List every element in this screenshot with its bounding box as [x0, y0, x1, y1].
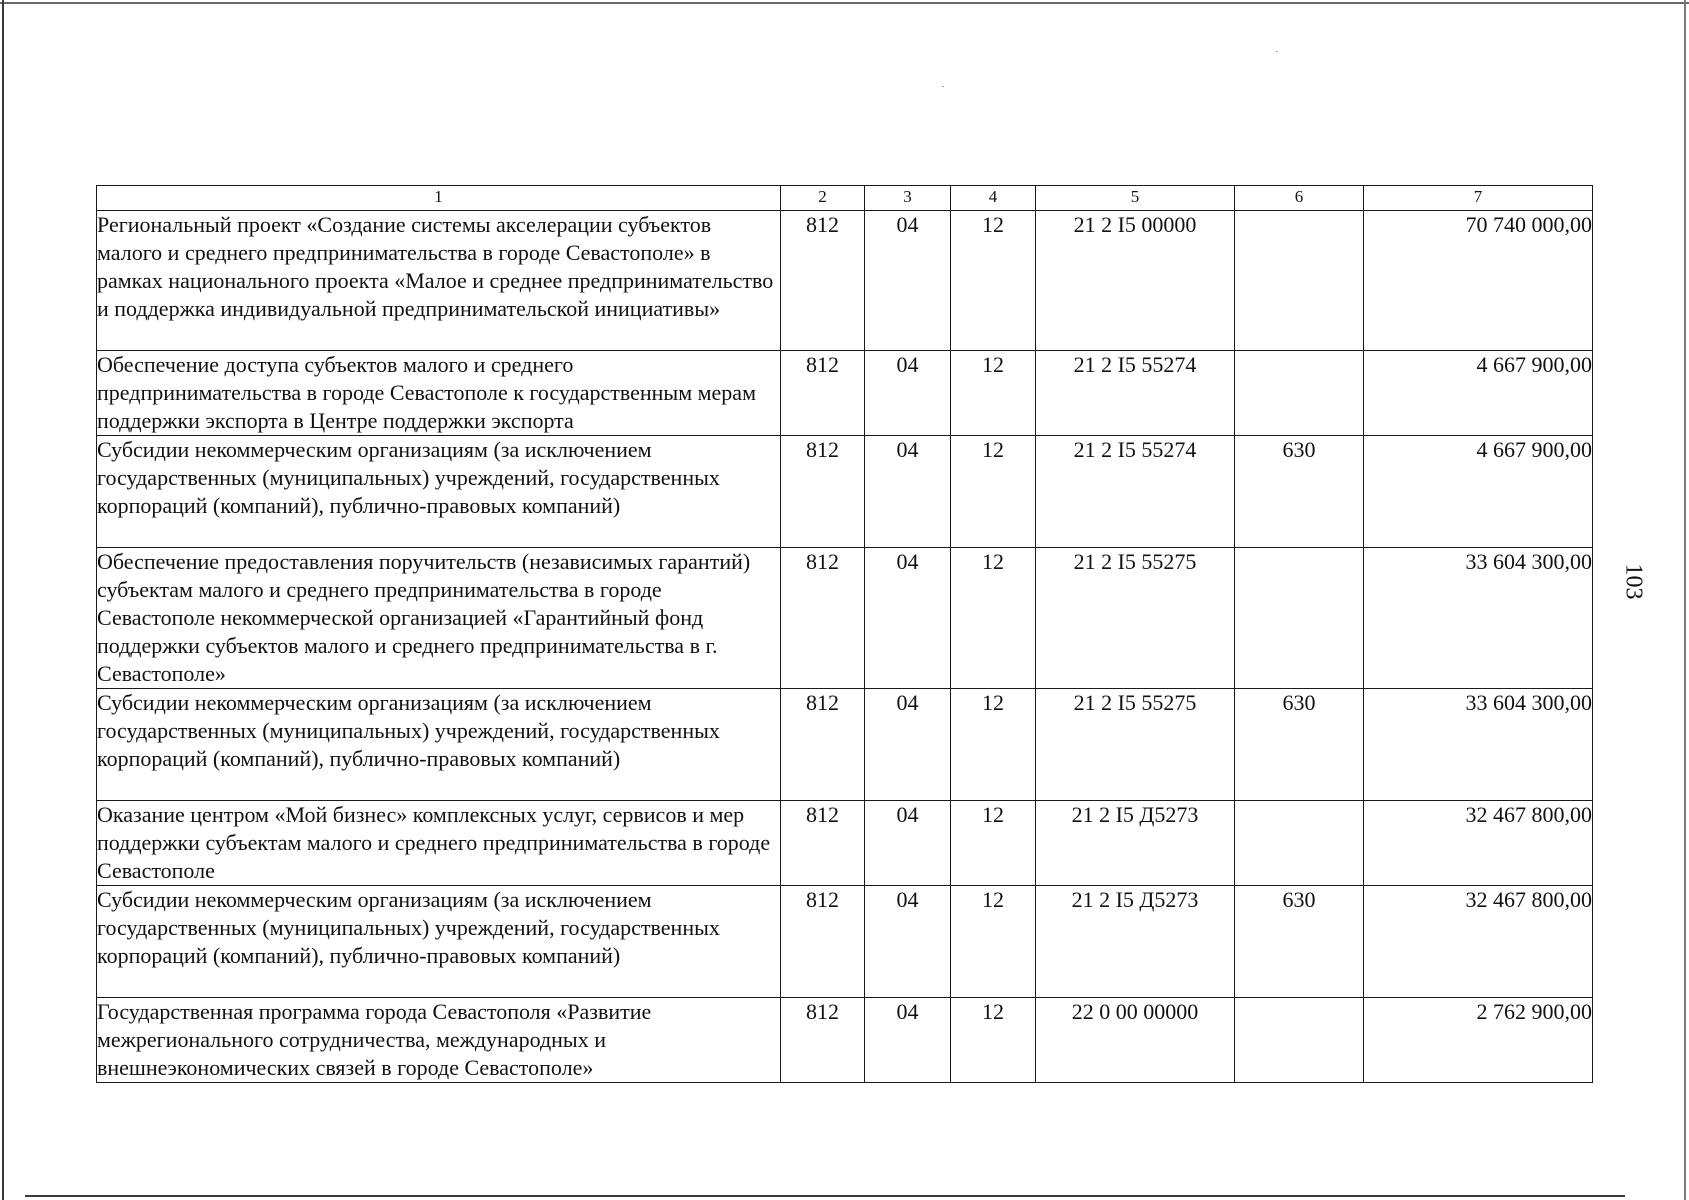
cell-ministry-code: 812	[781, 548, 865, 689]
cell-ministry-code: 812	[781, 998, 865, 1083]
cell-section: 04	[865, 998, 951, 1083]
cell-amount: 33 604 300,00	[1364, 548, 1593, 689]
cell-target-item: 21 2 I5 00000	[1036, 211, 1235, 351]
row-description: Обеспечение доступа субъектов малого и среднего предпринимательства в городе Севастополе к государственным мерам поддержки экспорта в Центре поддержки экспорта	[97, 351, 781, 436]
cell-amount: 4 667 900,00	[1364, 351, 1593, 436]
cell-subsection: 12	[951, 801, 1036, 886]
cell-subsection: 12	[951, 436, 1036, 548]
cell-amount: 33 604 300,00	[1364, 689, 1593, 801]
cell-section: 04	[865, 886, 951, 998]
scan-speck	[1276, 51, 1278, 52]
table-header-row	[97, 186, 1593, 211]
cell-subsection: 12	[951, 211, 1036, 351]
cell-amount: 32 467 800,00	[1364, 886, 1593, 998]
table-row	[97, 801, 1593, 886]
column-header: 6	[1235, 186, 1364, 211]
cell-expense-type	[1235, 211, 1364, 351]
cell-amount: 2 762 900,00	[1364, 998, 1593, 1083]
cell-target-item: 22 0 00 00000	[1036, 998, 1235, 1083]
column-header: 3	[865, 186, 951, 211]
cell-ministry-code: 812	[781, 689, 865, 801]
cell-amount: 32 467 800,00	[1364, 801, 1593, 886]
cell-target-item: 21 2 I5 55274	[1036, 436, 1235, 548]
scan-border-right	[1684, 0, 1686, 1200]
row-description: Субсидии некоммерческим организациям (за исключением государственных (муниципальных) учреждений, государственных корпораций (компаний), публично-правовых компаний)	[97, 886, 781, 998]
cell-subsection: 12	[951, 548, 1036, 689]
table-row	[97, 548, 1593, 689]
cell-expense-type	[1235, 351, 1364, 436]
page-number: 103	[1620, 563, 1647, 600]
column-header: 4	[951, 186, 1036, 211]
row-description: Оказание центром «Мой бизнес» комплексных услуг, сервисов и мер поддержки субъектам малого и среднего предпринимательства в городе Севастополе	[97, 801, 781, 886]
cell-expense-type	[1235, 801, 1364, 886]
row-description: Региональный проект «Создание системы акселерации субъектов малого и среднего предпринимательства в городе Севастополе» в рамках национального проекта «Малое и среднее предпринимательство и поддержка индивидуальной предпринимательской инициативы»	[97, 211, 781, 351]
cell-ministry-code: 812	[781, 436, 865, 548]
cell-subsection: 12	[951, 689, 1036, 801]
cell-subsection: 12	[951, 998, 1036, 1083]
cell-target-item: 21 2 I5 Д5273	[1036, 801, 1235, 886]
cell-section: 04	[865, 436, 951, 548]
cell-section: 04	[865, 548, 951, 689]
cell-amount: 70 740 000,00	[1364, 211, 1593, 351]
cell-target-item: 21 2 I5 Д5273	[1036, 886, 1235, 998]
table-row	[97, 998, 1593, 1083]
cell-subsection: 12	[951, 351, 1036, 436]
cell-subsection: 12	[951, 886, 1036, 998]
cell-expense-type	[1235, 548, 1364, 689]
cell-ministry-code: 812	[781, 886, 865, 998]
cell-section: 04	[865, 689, 951, 801]
scan-border-bottom	[25, 1195, 1625, 1197]
cell-section: 04	[865, 801, 951, 886]
cell-expense-type: 630	[1235, 886, 1364, 998]
cell-amount: 4 667 900,00	[1364, 436, 1593, 548]
table-row	[97, 211, 1593, 351]
column-header: 5	[1036, 186, 1235, 211]
row-description: Обеспечение предоставления поручительств (независимых гарантий) субъектам малого и среднего предпринимательства в городе Севастополе некоммерческой организацией «Гарантийный фонд поддержки субъектов малого и среднего предпринимательства в г. Севастополе»	[97, 548, 781, 689]
table-row	[97, 689, 1593, 801]
cell-target-item: 21 2 I5 55274	[1036, 351, 1235, 436]
cell-expense-type: 630	[1235, 689, 1364, 801]
table-row	[97, 351, 1593, 436]
cell-ministry-code: 812	[781, 211, 865, 351]
budget-table	[96, 185, 1593, 1083]
row-description: Субсидии некоммерческим организациям (за исключением государственных (муниципальных) учреждений, государственных корпораций (компаний), публично-правовых компаний)	[97, 436, 781, 548]
cell-target-item: 21 2 I5 55275	[1036, 548, 1235, 689]
row-description: Государственная программа города Севастополя «Развитие межрегионального сотрудничества, международных и внешнеэкономических связей в городе Севастополе»	[97, 998, 781, 1083]
scan-border-top	[0, 2, 1689, 4]
cell-expense-type	[1235, 998, 1364, 1083]
table-row	[97, 436, 1593, 548]
scan-speck	[942, 86, 944, 87]
cell-ministry-code: 812	[781, 351, 865, 436]
cell-target-item: 21 2 I5 55275	[1036, 689, 1235, 801]
column-header: 1	[97, 186, 781, 211]
cell-section: 04	[865, 351, 951, 436]
row-description: Субсидии некоммерческим организациям (за исключением государственных (муниципальных) учреждений, государственных корпораций (компаний), публично-правовых компаний)	[97, 689, 781, 801]
column-header: 2	[781, 186, 865, 211]
cell-ministry-code: 812	[781, 801, 865, 886]
cell-expense-type: 630	[1235, 436, 1364, 548]
table-row	[97, 886, 1593, 998]
column-header: 7	[1364, 186, 1593, 211]
scan-border-left	[2, 0, 4, 1200]
cell-section: 04	[865, 211, 951, 351]
